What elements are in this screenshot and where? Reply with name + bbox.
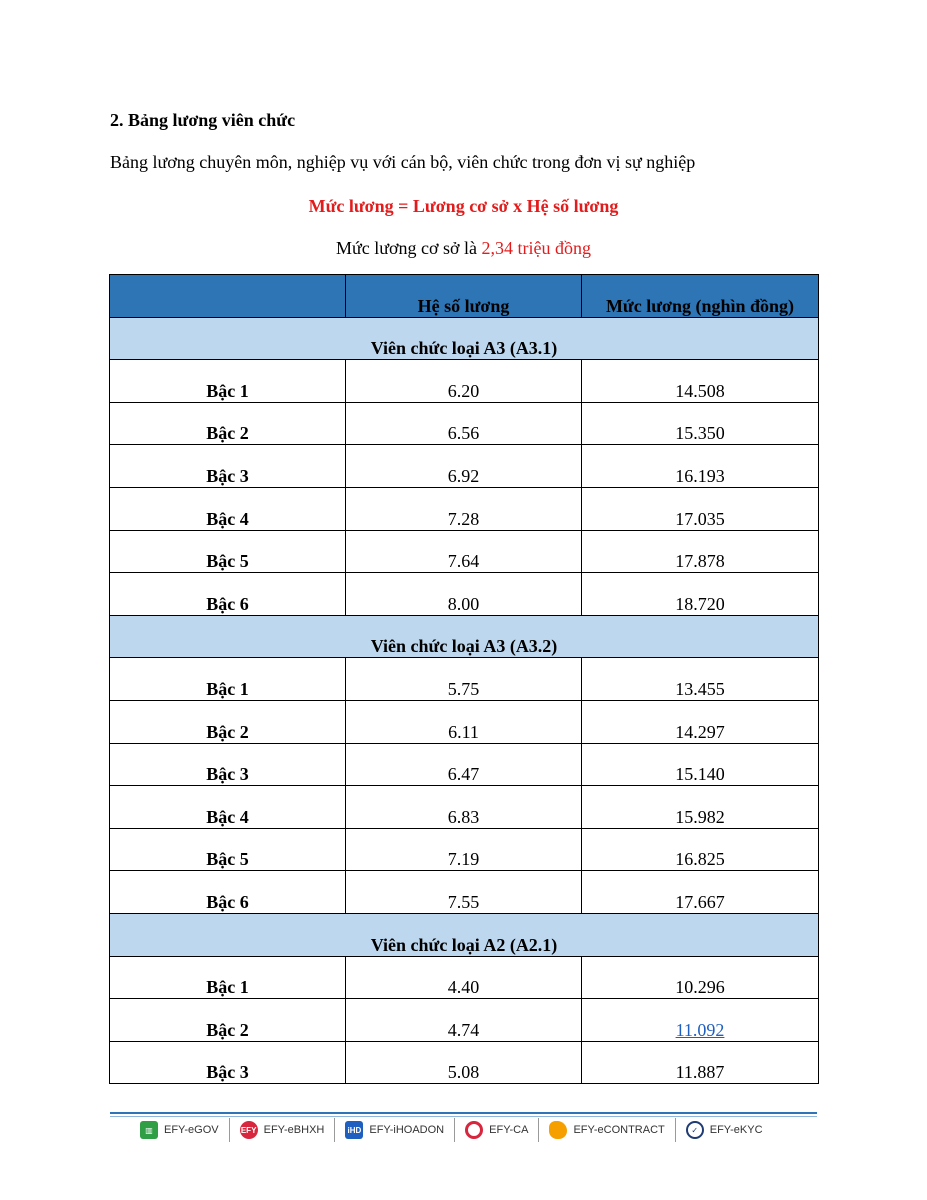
coefficient-cell: 6.11 — [346, 700, 582, 743]
base-salary-value: 2,34 triệu đồng — [481, 238, 592, 258]
ca-logo-icon — [465, 1121, 483, 1139]
footer-item-econtract[interactable] — [539, 1118, 675, 1142]
salary-cell: 17.878 — [582, 530, 819, 573]
table-row — [110, 487, 819, 530]
ebhxh-logo-icon: EFY — [240, 1121, 258, 1139]
table-row — [110, 999, 819, 1042]
footer-item-label: EFY-eGOV — [164, 1124, 219, 1136]
coefficient-cell: 6.83 — [346, 786, 582, 829]
salary-cell: 16.193 — [582, 445, 819, 488]
footer-divider — [110, 1112, 817, 1114]
table-row — [110, 445, 819, 488]
footer-item-label: EFY-eBHXH — [263, 1124, 325, 1136]
group-row — [110, 615, 819, 658]
intro-paragraph: Bảng lương chuyên môn, nghiệp vụ với cán bộ, viên chức trong đơn vị sự nghiệp — [110, 152, 696, 172]
salary-cell: 13.455 — [582, 658, 819, 701]
table-row — [110, 573, 819, 616]
salary-table — [109, 274, 819, 1084]
salary-cell: 14.508 — [582, 360, 819, 403]
coefficient-cell: 5.75 — [346, 658, 582, 701]
coefficient-cell: 6.92 — [346, 445, 582, 488]
econtract-logo-icon — [549, 1121, 567, 1139]
coefficient-cell: 7.55 — [346, 871, 582, 914]
table-row — [110, 828, 819, 871]
salary-cell: 15.982 — [582, 786, 819, 829]
level-cell: Bậc 6 — [110, 871, 346, 914]
group-row — [110, 317, 819, 360]
coefficient-cell: 6.47 — [346, 743, 582, 786]
level-cell: Bậc 2 — [110, 700, 346, 743]
salary-cell: 17.667 — [582, 871, 819, 914]
document-heading: 2. Bảng lương viên chức — [110, 110, 296, 130]
ihoadon-logo-icon: iHD — [345, 1121, 363, 1139]
salary-cell: 10.296 — [582, 956, 819, 999]
table-row — [110, 658, 819, 701]
salary-cell: 17.035 — [582, 487, 819, 530]
table-header-row — [110, 275, 819, 318]
table-row — [110, 743, 819, 786]
level-cell: Bậc 1 — [110, 360, 346, 403]
coefficient-cell: 7.19 — [346, 828, 582, 871]
salary-cell: 18.720 — [582, 573, 819, 616]
footer-divider-thin — [110, 1116, 817, 1117]
coefficient-cell: 4.40 — [346, 956, 582, 999]
salary-cell: 11.887 — [582, 1041, 819, 1084]
level-cell: Bậc 5 — [110, 530, 346, 573]
table-row — [110, 700, 819, 743]
table-row — [110, 786, 819, 829]
level-cell: Bậc 1 — [110, 956, 346, 999]
level-cell: Bậc 3 — [110, 1041, 346, 1084]
group-row — [110, 913, 819, 956]
footer-item-egov[interactable] — [140, 1118, 230, 1142]
salary-link[interactable]: 11.092 — [675, 1019, 725, 1040]
level-cell: Bậc 3 — [110, 743, 346, 786]
coefficient-cell: 7.64 — [346, 530, 582, 573]
level-cell: Bậc 5 — [110, 828, 346, 871]
group-title: Viên chức loại A2 (A2.1) — [110, 913, 819, 956]
base-salary-prefix: Mức lương cơ sở là — [335, 238, 482, 258]
table-row — [110, 871, 819, 914]
table-row — [110, 956, 819, 999]
salary-cell: 16.825 — [582, 828, 819, 871]
header-coefficient: Hệ số lương — [346, 275, 582, 318]
ekyc-logo-icon: ✓ — [686, 1121, 704, 1139]
header-level — [110, 275, 346, 318]
coefficient-cell: 6.20 — [346, 360, 582, 403]
table-row — [110, 530, 819, 573]
salary-cell: 15.350 — [582, 402, 819, 445]
salary-formula: Mức lương = Lương cơ sở x Hệ số lương — [308, 196, 619, 216]
base-salary-line — [0, 238, 927, 259]
footer-item-label: EFY-iHOADON — [369, 1124, 445, 1136]
salary-cell: 15.140 — [582, 743, 819, 786]
footer-item-label: EFY-eCONTRACT — [573, 1124, 665, 1136]
footer-item-ekyc[interactable] — [676, 1118, 773, 1142]
header-salary: Mức lương (nghìn đồng) — [582, 275, 819, 318]
level-cell: Bậc 4 — [110, 786, 346, 829]
table-row — [110, 360, 819, 403]
table-row — [110, 1041, 819, 1084]
group-title: Viên chức loại A3 (A3.2) — [110, 615, 819, 658]
footer-item-ebhxh[interactable] — [230, 1118, 336, 1142]
egov-logo-icon: ▥ — [140, 1121, 158, 1139]
table-row — [110, 402, 819, 445]
level-cell: Bậc 6 — [110, 573, 346, 616]
footer-item-ihoadon[interactable] — [335, 1118, 455, 1142]
footer-item-label: EFY-eKYC — [709, 1124, 763, 1136]
coefficient-cell: 4.74 — [346, 999, 582, 1042]
coefficient-cell: 6.56 — [346, 402, 582, 445]
level-cell: Bậc 3 — [110, 445, 346, 488]
level-cell: Bậc 4 — [110, 487, 346, 530]
footer-item-label: EFY-CA — [489, 1124, 529, 1136]
level-cell: Bậc 2 — [110, 402, 346, 445]
salary-cell: 14.297 — [582, 700, 819, 743]
coefficient-cell: 7.28 — [346, 487, 582, 530]
footer-product-bar — [140, 1118, 773, 1142]
coefficient-cell: 5.08 — [346, 1041, 582, 1084]
group-title: Viên chức loại A3 (A3.1) — [110, 317, 819, 360]
level-cell: Bậc 2 — [110, 999, 346, 1042]
footer-item-ca[interactable] — [455, 1118, 539, 1142]
coefficient-cell: 8.00 — [346, 573, 582, 616]
salary-cell — [582, 999, 819, 1042]
level-cell: Bậc 1 — [110, 658, 346, 701]
